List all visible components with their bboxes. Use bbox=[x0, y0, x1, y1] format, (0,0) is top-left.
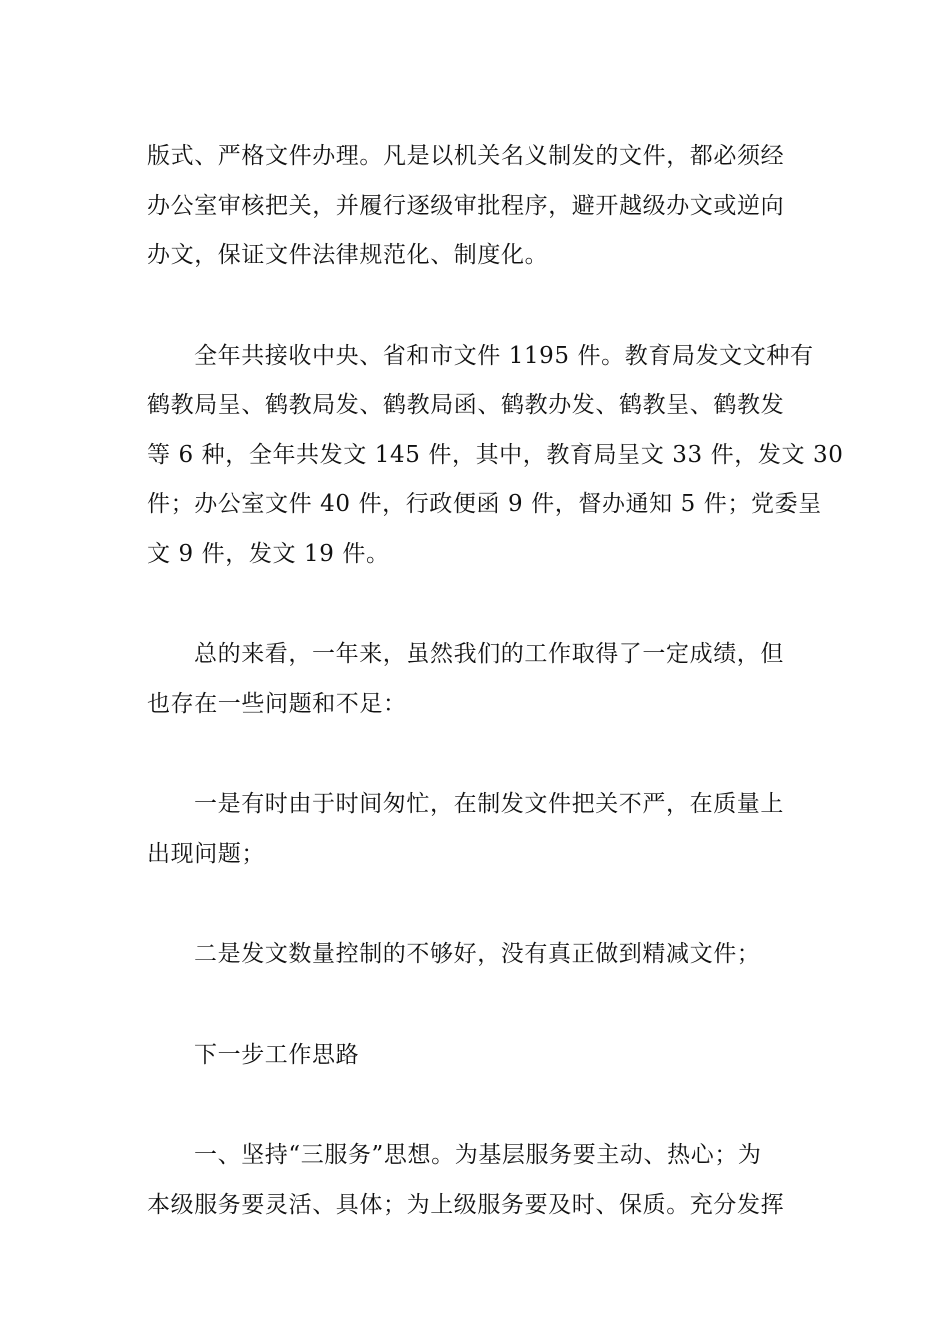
text-line: 也存在一些问题和不足： bbox=[147, 690, 407, 717]
text-line: 二是发文数量控制的不够好，没有真正做到精减文件； bbox=[194, 941, 761, 967]
text-line: 出现问题； bbox=[147, 840, 265, 867]
paragraph-problem-one bbox=[147, 780, 805, 879]
paragraph-document-handling bbox=[147, 132, 805, 281]
paragraph-summary bbox=[147, 630, 805, 729]
paragraph-spacer bbox=[147, 980, 805, 1031]
paragraph-three-services bbox=[147, 1131, 805, 1230]
paragraph-annual-statistics bbox=[147, 332, 844, 580]
paragraph-spacer bbox=[147, 1080, 805, 1131]
text-line: 全年共接收中央、省和市文件 1195 件。教育局发文文种有 bbox=[194, 342, 814, 369]
text-line: 等 6 种，全年共发文 145 件，其中，教育局呈文 33 件，发文 30 bbox=[147, 441, 844, 468]
text-line: 一是有时由于时间匆忙，在制发文件把关不严，在质量上 bbox=[194, 791, 784, 817]
text-line: 一、坚持“三服务”思想。为基层服务要主动、热心；为 bbox=[194, 1142, 762, 1168]
text-line: 本级服务要灵活、具体；为上级服务要及时、保质。充分发挥 bbox=[147, 1191, 785, 1218]
text-line: 办公室审核把关，并履行逐级审批程序，避开越级办文或逆向 bbox=[147, 192, 785, 219]
text-line: 总的来看，一年来，虽然我们的工作取得了一定成绩，但 bbox=[194, 641, 784, 667]
text-line: 办文，保证文件法律规范化、制度化。 bbox=[147, 242, 549, 268]
text-line: 鹤教局呈、鹤教局发、鹤教局函、鹤教办发、鹤教呈、鹤教发 bbox=[147, 392, 785, 418]
text-line: 件；办公室文件 40 件，行政便函 9 件，督办通知 5 件；党委呈 bbox=[147, 491, 822, 517]
paragraph-spacer bbox=[147, 729, 805, 780]
paragraph-spacer bbox=[147, 579, 805, 630]
text-line: 下一步工作思路 bbox=[194, 1041, 360, 1068]
paragraph-spacer bbox=[147, 879, 805, 930]
document-body bbox=[147, 132, 844, 1230]
section-heading-next-steps bbox=[147, 1031, 805, 1081]
text-line: 文 9 件，发文 19 件。 bbox=[147, 540, 390, 567]
text-line: 版式、严格文件办理。凡是以机关名义制发的文件，都必须经 bbox=[147, 143, 785, 169]
paragraph-problem-two bbox=[147, 930, 805, 980]
paragraph-spacer bbox=[147, 281, 805, 332]
